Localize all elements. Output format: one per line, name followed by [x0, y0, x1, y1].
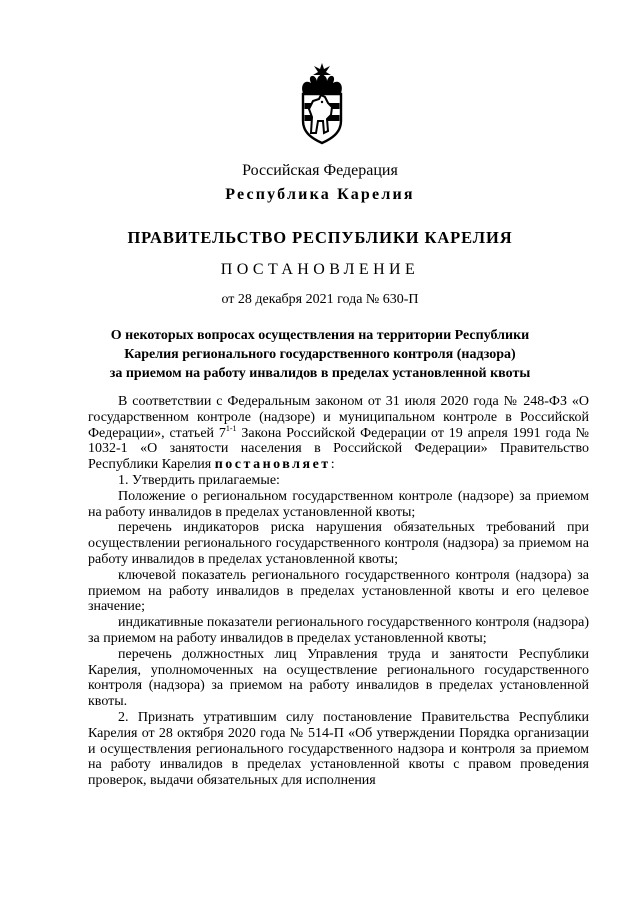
government-name: ПРАВИТЕЛЬСТВО РЕСПУБЛИКИ КАРЕЛИЯ [127, 228, 513, 247]
paragraph-item-1: 1. Утвердить прилагаемые: [118, 472, 280, 488]
intro-paragraph [88, 394, 589, 473]
paragraph-subitem: перечень должностных лиц Управления труда и занятости Республики Карелия, уполномоченных на осуществление регионального государственного контроля (надзора) за приемом на работу инвалидов в пределах установленной квоты. [88, 646, 589, 710]
intro-colon: : [330, 457, 335, 473]
intro-text: В соответствии с Федеральным законом от 31 июля 2020 года № 248-ФЗ «О государственном контроле (надзоре) и муниципальном контроле в Российской Федерации», статьей 7 [88, 394, 589, 441]
paragraph-subitem: Положение о региональном государственном контроле (надзоре) за приемом на работу инвалидов в пределах установленной квоты; [88, 488, 589, 520]
intro-text-cont: Закона Российской Федерации от 19 апреля 1991 года № 1032-1 «О занятости населения в Российской Федерации» Правительство Республики Карелия [88, 425, 589, 473]
document-date: от 28 декабря 2021 года № 630-П [221, 292, 419, 307]
resolution-keyword: постановляет [214, 457, 331, 473]
paragraph-subitem: индикативные показатели регионального государственного контроля (надзора) за приемом на работу инвалидов в пределах установленной квоты; [88, 615, 589, 646]
paragraph-subitem: ключевой показатель регионального государственного контроля (надзора) за приемом на работу инвалидов в пределах установленной квоты и его целевое значение; [88, 567, 589, 615]
title-line: О некоторых вопросах осуществления на территории Республики [110, 328, 530, 343]
coat-of-arms-icon [297, 63, 347, 145]
title-line: за приемом на работу инвалидов в пределах установленной квоты [109, 366, 531, 381]
country-name: Российская Федерация [242, 162, 398, 179]
republic-name: Республика Карелия [225, 186, 415, 203]
article-superscript: 1-1 [225, 423, 237, 433]
document-type: ПОСТАНОВЛЕНИЕ [220, 261, 420, 278]
paragraph-subitem: перечень индикаторов риска нарушения обязательных требований при осуществлении регионального государственного контроля (надзора) за приемом на работу инвалидов в пределах установленной квоты; [88, 520, 589, 567]
title-line: Карелия регионального государственного контроля (надзора) [124, 347, 516, 362]
document-body [88, 394, 589, 789]
document-title [0, 326, 640, 383]
paragraph-item-2: 2. Признать утратившим силу постановление Правительства Республики Карелия от 28 октября 2020 года № 514-П «Об утверждении Порядка организации и осуществления регионального государственного надзора и контроля за приемом на работу инвалидов в пределах установленной квоты с правом проведения проверок, выдачи обязательных для исполнения [88, 709, 589, 789]
